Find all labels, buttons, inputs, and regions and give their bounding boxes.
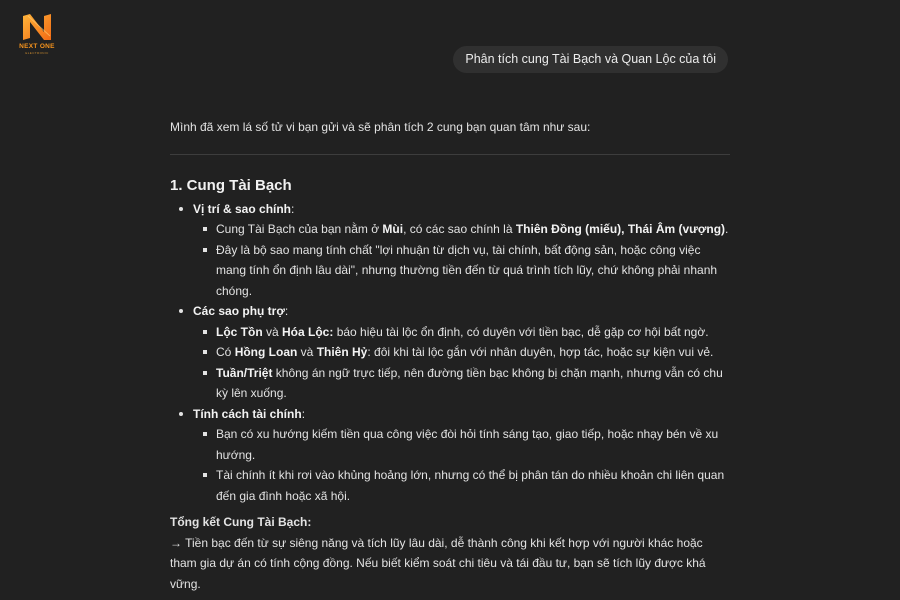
text: : đôi khi tài lộc gắn với nhân duyên, hợp tác, hoặc sự kiện vui vẻ.	[367, 345, 714, 359]
bold-text: Hồng Loan	[234, 345, 298, 359]
logo-n-icon	[20, 12, 54, 42]
logo-brand-text: NEXT ONE	[19, 43, 55, 50]
bold-text: Lộc Tồn	[216, 324, 263, 339]
tai-bach-list	[170, 199, 730, 507]
list-item-tinh-cach	[193, 404, 730, 507]
colon: :	[291, 201, 295, 216]
tinh-cach-sublist	[193, 424, 730, 506]
bold-text: Hóa Lộc:	[282, 324, 334, 339]
bold-text: Thiên Đồng (miếu), Thái Âm (vượng)	[515, 222, 726, 236]
logo-sub-text: ELECTRONIC	[25, 51, 49, 55]
list-item	[216, 363, 730, 404]
list-item-sao-phu	[193, 301, 730, 404]
heading-tinh-cach: Tính cách tài chính	[193, 406, 302, 421]
colon: :	[284, 304, 289, 318]
text: báo hiệu tài lộc ổn định, có duyên với tiền bạc, dễ gặp cơ hội bất ngờ.	[333, 324, 709, 339]
next-one-logo	[10, 12, 64, 60]
list-item	[216, 219, 730, 240]
list-item	[216, 322, 730, 343]
sao-phu-sublist	[193, 322, 730, 404]
list-item: Đây là bộ sao mang tính chất "lợi nhuận từ dịch vụ, tài chính, bất động sản, hoặc công việc mang tính ổn định lâu dài", nhưng thường tiền đến từ quá trình tích lũy, chứ không phải nhanh chóng.	[216, 240, 730, 302]
text: .	[725, 222, 729, 236]
bold-text: Mùi	[382, 222, 404, 236]
text: , có các sao chính là	[403, 222, 516, 236]
bold-text: Thiên Hỷ	[316, 345, 368, 359]
list-item	[216, 342, 730, 363]
intro-text: Mình đã xem lá số tử vi bạn gửi và sẽ phân tích 2 cung bạn quan tâm như sau:	[170, 120, 591, 134]
text: không án ngữ trực tiếp, nên đường tiền bạc không bị chặn mạnh, nhưng vẫn có chu kỳ lên xuống.	[216, 365, 723, 400]
assistant-response	[170, 117, 730, 594]
heading-vi-tri: Vị trí & sao chính	[193, 201, 292, 216]
list-item: Bạn có xu hướng kiếm tiền qua công việc đòi hỏi tính sáng tạo, giao tiếp, hoặc nhạy bén về xu hướng.	[216, 424, 730, 465]
bold-text: Tuần/Triệt	[216, 365, 273, 380]
summary-text: → Tiền bạc đến từ sự siêng năng và tích lũy lâu dài, dễ thành công khi kết hợp với người khác hoặc tham gia dự án có tính cộng đồng. Nếu biết kiểm soát chi tiêu và tái đầu tư, bạn sẽ tích lũy được khá vững.	[170, 535, 706, 591]
user-message-bubble: Phân tích cung Tài Bạch và Quan Lộc của tôi	[453, 46, 728, 73]
text: Có	[216, 345, 235, 359]
list-item-vi-tri	[193, 199, 730, 302]
section-title-tai-bach: 1. Cung Tài Bạch	[170, 176, 292, 194]
vi-tri-sublist	[193, 219, 730, 301]
list-item: Tài chính ít khi rơi vào khủng hoảng lớn, nhưng có thể bị phân tán do nhiều khoản chi liên quan đến gia đình hoặc xã hội.	[216, 465, 730, 506]
colon: :	[301, 406, 306, 421]
heading-sao-phu: Các sao phụ trợ	[193, 304, 285, 318]
text: và	[297, 345, 317, 359]
text: Cung Tài Bạch của bạn nằm ở	[216, 222, 383, 236]
summary-title: Tổng kết Cung Tài Bạch:	[170, 515, 312, 529]
divider	[170, 154, 730, 155]
text: và	[262, 324, 283, 339]
